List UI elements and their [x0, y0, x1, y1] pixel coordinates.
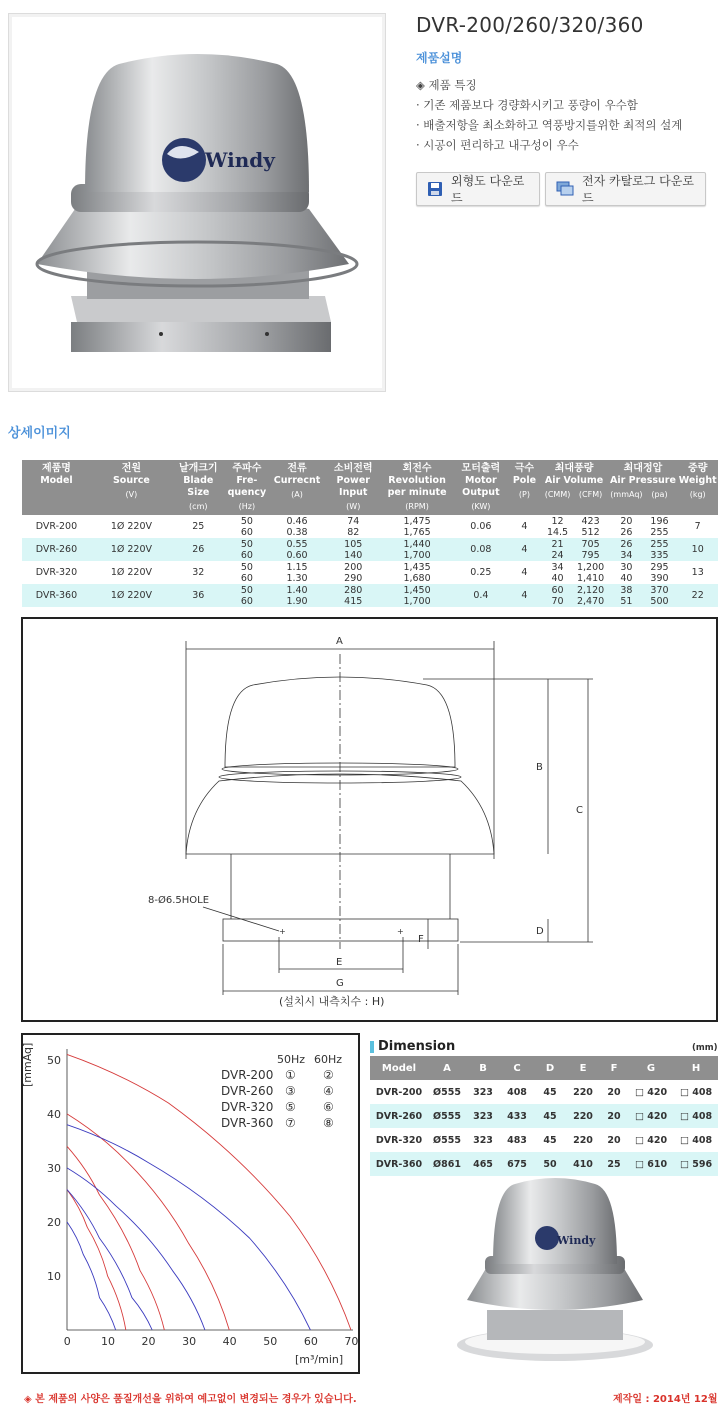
- drawing-caption: (설치시 내측치수 : H): [279, 995, 385, 1008]
- spec-motor: 0.08: [453, 538, 510, 561]
- legend-header-50hz: 50Hz: [277, 1053, 306, 1066]
- spec-col-air-pressure: 최대정압 Air Pressure (mmAq) (pa): [609, 460, 678, 515]
- chart-x-tick: 20: [141, 1335, 156, 1348]
- dimension-cell: 465: [466, 1152, 500, 1176]
- dimension-table: [370, 1056, 718, 1176]
- feature-list: [416, 75, 682, 155]
- chart-x-tick: 70: [344, 1335, 359, 1348]
- dimension-cell: □ 596: [674, 1152, 718, 1176]
- legend-header-60hz: 60Hz: [314, 1053, 343, 1066]
- spec-current: 1.40 1.90: [269, 584, 325, 607]
- spec-col-frequency: 주파수 Fre-quency (Hz): [225, 460, 270, 515]
- dimension-cell: Ø555: [433, 1086, 461, 1098]
- dimension-col-header: A: [428, 1056, 466, 1080]
- dimension-cell: 20: [607, 1086, 621, 1098]
- spec-col-model: 제품명 Model: [22, 460, 91, 515]
- spec-col-weight: 중량 Weight (kg): [677, 460, 718, 515]
- performance-chart-svg: [23, 1035, 358, 1372]
- spec-pole: 4: [521, 521, 528, 532]
- dimension-cell: Ø555: [433, 1134, 461, 1146]
- product-photo-frame: [8, 13, 386, 392]
- dimension-cell: 408: [507, 1086, 527, 1098]
- dimension-heading: [370, 1039, 455, 1054]
- spec-header-row: [22, 460, 718, 515]
- dimension-col-header: G: [628, 1056, 674, 1080]
- spec-table-row: [22, 515, 718, 538]
- spec-air-volume: 34 1,200 40 1,410: [551, 561, 605, 584]
- dim-label-f: F: [418, 934, 424, 945]
- product-description-heading: 제품설명: [416, 51, 463, 65]
- feature-item: · 기존 제품보다 경량화시키고 풍량이 우수함: [416, 98, 638, 112]
- chart-series-line: [67, 1054, 351, 1330]
- spec-col-pole: 극수 Pole (P): [509, 460, 539, 515]
- spec-rpm: 1,450 1,700: [382, 584, 453, 607]
- legend-marker-60hz: ⑥: [323, 1100, 334, 1114]
- spec-weight: 10: [677, 538, 718, 561]
- detail-image-heading: 상세이미지: [8, 426, 71, 441]
- spec-blade: 26: [172, 538, 225, 561]
- fan-product-image: [9, 14, 385, 391]
- spec-pole: 4: [509, 538, 539, 561]
- dimension-col-header: H: [674, 1056, 718, 1080]
- spec-rpm: 1,435 1,680: [403, 561, 431, 584]
- chart-x-tick: 40: [222, 1335, 237, 1348]
- legend-model: DVR-360: [221, 1116, 274, 1130]
- legend-model: DVR-320: [221, 1100, 274, 1114]
- fan-small-image: [455, 1160, 655, 1370]
- spec-source: 1Ø 220V: [91, 584, 172, 607]
- dimension-cell: 220: [573, 1086, 593, 1098]
- spec-current: 0.46 0.38: [286, 515, 308, 538]
- chart-series-line: [67, 1190, 126, 1331]
- dimension-cell: 50: [534, 1152, 566, 1176]
- monitor-icon: [556, 181, 574, 197]
- chart-series-line: [67, 1146, 164, 1330]
- chart-x-tick: 0: [63, 1335, 71, 1348]
- dimension-cell: 675: [500, 1152, 534, 1176]
- drawing-download-label: 외형도 다운로드: [451, 174, 525, 205]
- spec-col-power: 소비전력 Power Input (W): [325, 460, 382, 515]
- chart-x-tick: 10: [100, 1335, 115, 1348]
- dimension-cell: 323: [473, 1134, 493, 1146]
- spec-air-volume: 12 423 14.5 512: [546, 515, 600, 538]
- legend-marker-60hz: ②: [323, 1068, 334, 1082]
- spec-current: 1.15 1.30: [286, 561, 308, 584]
- spec-source: 1Ø 220V: [110, 567, 152, 578]
- dimension-cell: DVR-360: [370, 1152, 428, 1176]
- dimension-cell: □ 408: [679, 1134, 713, 1146]
- spec-motor: 0.06: [470, 521, 492, 532]
- feature-item: · 시공이 편리하고 내구성이 우수: [416, 138, 579, 152]
- chart-y-tick: 10: [47, 1269, 61, 1283]
- chart-y-tick: 40: [47, 1107, 61, 1121]
- dimension-cell: DVR-200: [375, 1086, 423, 1098]
- chart-series-line: [67, 1114, 229, 1330]
- chart-series-line: [67, 1125, 310, 1330]
- drawing-download-button[interactable]: [416, 172, 540, 206]
- dimension-col-header: D: [534, 1056, 566, 1080]
- spec-table: [22, 460, 718, 607]
- dim-label-c: C: [576, 805, 583, 816]
- dimension-cell: □ 408: [674, 1104, 718, 1128]
- catalog-download-button[interactable]: [545, 172, 706, 206]
- spec-model: DVR-360: [22, 584, 91, 607]
- save-disk-icon: [427, 181, 443, 197]
- spec-weight: 7: [694, 521, 701, 532]
- dimension-cell: Ø555: [428, 1104, 466, 1128]
- brand-logo-text: Windy: [205, 148, 275, 172]
- dim-label-d: D: [536, 926, 544, 937]
- dimension-cell: 45: [543, 1086, 557, 1098]
- legend-marker-50hz: ③: [285, 1084, 296, 1098]
- feature-item: · 배출저항을 최소화하고 역풍방지를위한 최적의 설계: [416, 118, 683, 132]
- legend-marker-60hz: ④: [323, 1084, 334, 1098]
- legend-model: DVR-260: [221, 1084, 274, 1098]
- dim-label-e: E: [336, 957, 343, 968]
- spec-motor: 0.4: [453, 584, 510, 607]
- legend-marker-50hz: ⑦: [285, 1116, 296, 1130]
- dim-label-a: A: [336, 636, 343, 647]
- dimension-cell: 45: [543, 1134, 557, 1146]
- dimension-cell: □ 420: [634, 1086, 668, 1098]
- brand-logo-small: Windy: [557, 1234, 596, 1247]
- spec-freq: 50 60: [225, 584, 270, 607]
- chart-x-tick: 60: [303, 1335, 318, 1348]
- spec-col-current: 전류 Currecnt (A): [269, 460, 325, 515]
- spec-table-row: [22, 538, 718, 561]
- spec-air-pressure: 26 255 34 335: [609, 538, 678, 561]
- dimension-cell: □ 610: [628, 1152, 674, 1176]
- product-title: DVR-200/260/320/360: [416, 13, 644, 37]
- dimension-cell: 433: [500, 1104, 534, 1128]
- dimension-table-row: [370, 1080, 718, 1104]
- chart-x-tick: 30: [182, 1335, 197, 1348]
- dimension-cell: 410: [566, 1152, 600, 1176]
- spec-current: 0.55 0.60: [269, 538, 325, 561]
- spec-freq: 50 60: [225, 538, 270, 561]
- dimension-cell: 323: [466, 1104, 500, 1128]
- hole-label: 8-Ø6.5HOLE: [148, 895, 210, 906]
- spec-table-row: [22, 584, 718, 607]
- dim-label-b: B: [536, 762, 543, 773]
- dimension-table-row: [370, 1128, 718, 1152]
- dimension-cell: 220: [566, 1104, 600, 1128]
- dimension-cell: 220: [573, 1134, 593, 1146]
- spec-source: 1Ø 220V: [110, 521, 152, 532]
- spec-blade: 36: [172, 584, 225, 607]
- legend-marker-60hz: ⑧: [323, 1116, 334, 1130]
- spec-col-blade: 날개크기 Blade Size (cm): [172, 460, 225, 515]
- chart-series-line: [67, 1222, 116, 1330]
- spec-freq: 50 60: [240, 515, 253, 538]
- chart-x-tick: 50: [263, 1335, 278, 1348]
- dimension-heading-text: Dimension: [378, 1039, 456, 1054]
- spec-model: DVR-260: [22, 538, 91, 561]
- dimension-cell: □ 420: [634, 1134, 668, 1146]
- spec-table-row: [22, 561, 718, 584]
- dimension-unit: (mm): [692, 1043, 718, 1053]
- spec-air-pressure: 38 370 51 500: [609, 584, 678, 607]
- spec-weight: 13: [691, 567, 704, 578]
- legend-model: DVR-200: [221, 1068, 274, 1082]
- chart-y-tick: 50: [47, 1053, 61, 1067]
- spec-source: 1Ø 220V: [91, 538, 172, 561]
- spec-blade: 25: [192, 521, 205, 532]
- dimension-cell: □ 420: [628, 1104, 674, 1128]
- spec-air-volume: 60 2,120 70 2,470: [540, 584, 609, 607]
- spec-col-motor: 모터출력 Motor Output (KW): [453, 460, 510, 515]
- dimension-cell: 20: [607, 1134, 621, 1146]
- dimension-cell: DVR-260: [370, 1104, 428, 1128]
- dimension-cell: 25: [600, 1152, 628, 1176]
- chart-y-tick: 30: [47, 1161, 61, 1175]
- spec-power: 200 290: [344, 561, 363, 584]
- spec-air-volume: 21 705 24 795: [540, 538, 609, 561]
- performance-chart: [21, 1033, 360, 1374]
- spec-power: 280 415: [325, 584, 382, 607]
- spec-model: DVR-320: [35, 567, 78, 578]
- spec-blade: 32: [192, 567, 205, 578]
- dimension-col-header: Model: [370, 1056, 428, 1080]
- legend-marker-50hz: ⑤: [285, 1100, 296, 1114]
- dim-label-g: G: [336, 978, 344, 989]
- spec-freq: 50 60: [240, 561, 253, 584]
- hole-mark-right: +: [397, 927, 404, 936]
- spec-rpm: 1,475 1,765: [403, 515, 431, 538]
- dimension-cell: 323: [473, 1086, 493, 1098]
- spec-pole: 4: [521, 567, 528, 578]
- spec-motor: 0.25: [470, 567, 492, 578]
- spec-col-rpm: 회전수 Revolution per minute (RPM): [382, 460, 453, 515]
- spec-power: 74 82: [347, 515, 360, 538]
- chart-series-line: [67, 1168, 205, 1330]
- spec-col-air-volume: 최대풍량 Air Volume (CMM) (CFM): [540, 460, 609, 515]
- spec-rpm: 1,440 1,700: [382, 538, 453, 561]
- spec-power: 105 140: [325, 538, 382, 561]
- spec-pole: 4: [509, 584, 539, 607]
- legend-marker-50hz: ①: [285, 1068, 296, 1082]
- chart-y-tick: 20: [47, 1215, 61, 1229]
- footer-date: 제작일 : 2014년 12월: [613, 1394, 718, 1405]
- chart-xlabel: [m³/min]: [295, 1353, 344, 1366]
- spec-air-pressure: 30 295 40 390: [620, 561, 669, 584]
- dimension-cell: 483: [507, 1134, 527, 1146]
- dimension-cell: 45: [534, 1104, 566, 1128]
- hole-mark-left: +: [279, 927, 286, 936]
- chart-ylabel: [mmAq]: [21, 1042, 34, 1087]
- dimension-cell: DVR-320: [375, 1134, 423, 1146]
- spec-weight: 22: [677, 584, 718, 607]
- spec-air-pressure: 20 196 26 255: [620, 515, 669, 538]
- footer-notice: ◈ 본 제품의 사양은 품질개선을 위하여 예고없이 변경되는 경우가 있습니다.: [24, 1394, 357, 1405]
- dimension-col-header: B: [466, 1056, 500, 1080]
- dimension-cell: Ø861: [428, 1152, 466, 1176]
- dimension-col-header: F: [600, 1056, 628, 1080]
- features-title: ◈ 제품 특징: [416, 78, 477, 92]
- catalog-download-label: 전자 카탈로그 다운로드: [582, 174, 694, 205]
- dimension-header-row: [370, 1056, 718, 1080]
- spec-model: DVR-200: [35, 521, 78, 532]
- dimension-col-header: E: [566, 1056, 600, 1080]
- dimension-drawing: [21, 617, 718, 1022]
- dimension-col-header: C: [500, 1056, 534, 1080]
- dimension-cell: 20: [600, 1104, 628, 1128]
- dimension-cell: □ 408: [679, 1086, 713, 1098]
- dimension-table-row: [370, 1104, 718, 1128]
- spec-col-source: 전원 Source (V): [91, 460, 172, 515]
- heading-bar-icon: [370, 1041, 374, 1053]
